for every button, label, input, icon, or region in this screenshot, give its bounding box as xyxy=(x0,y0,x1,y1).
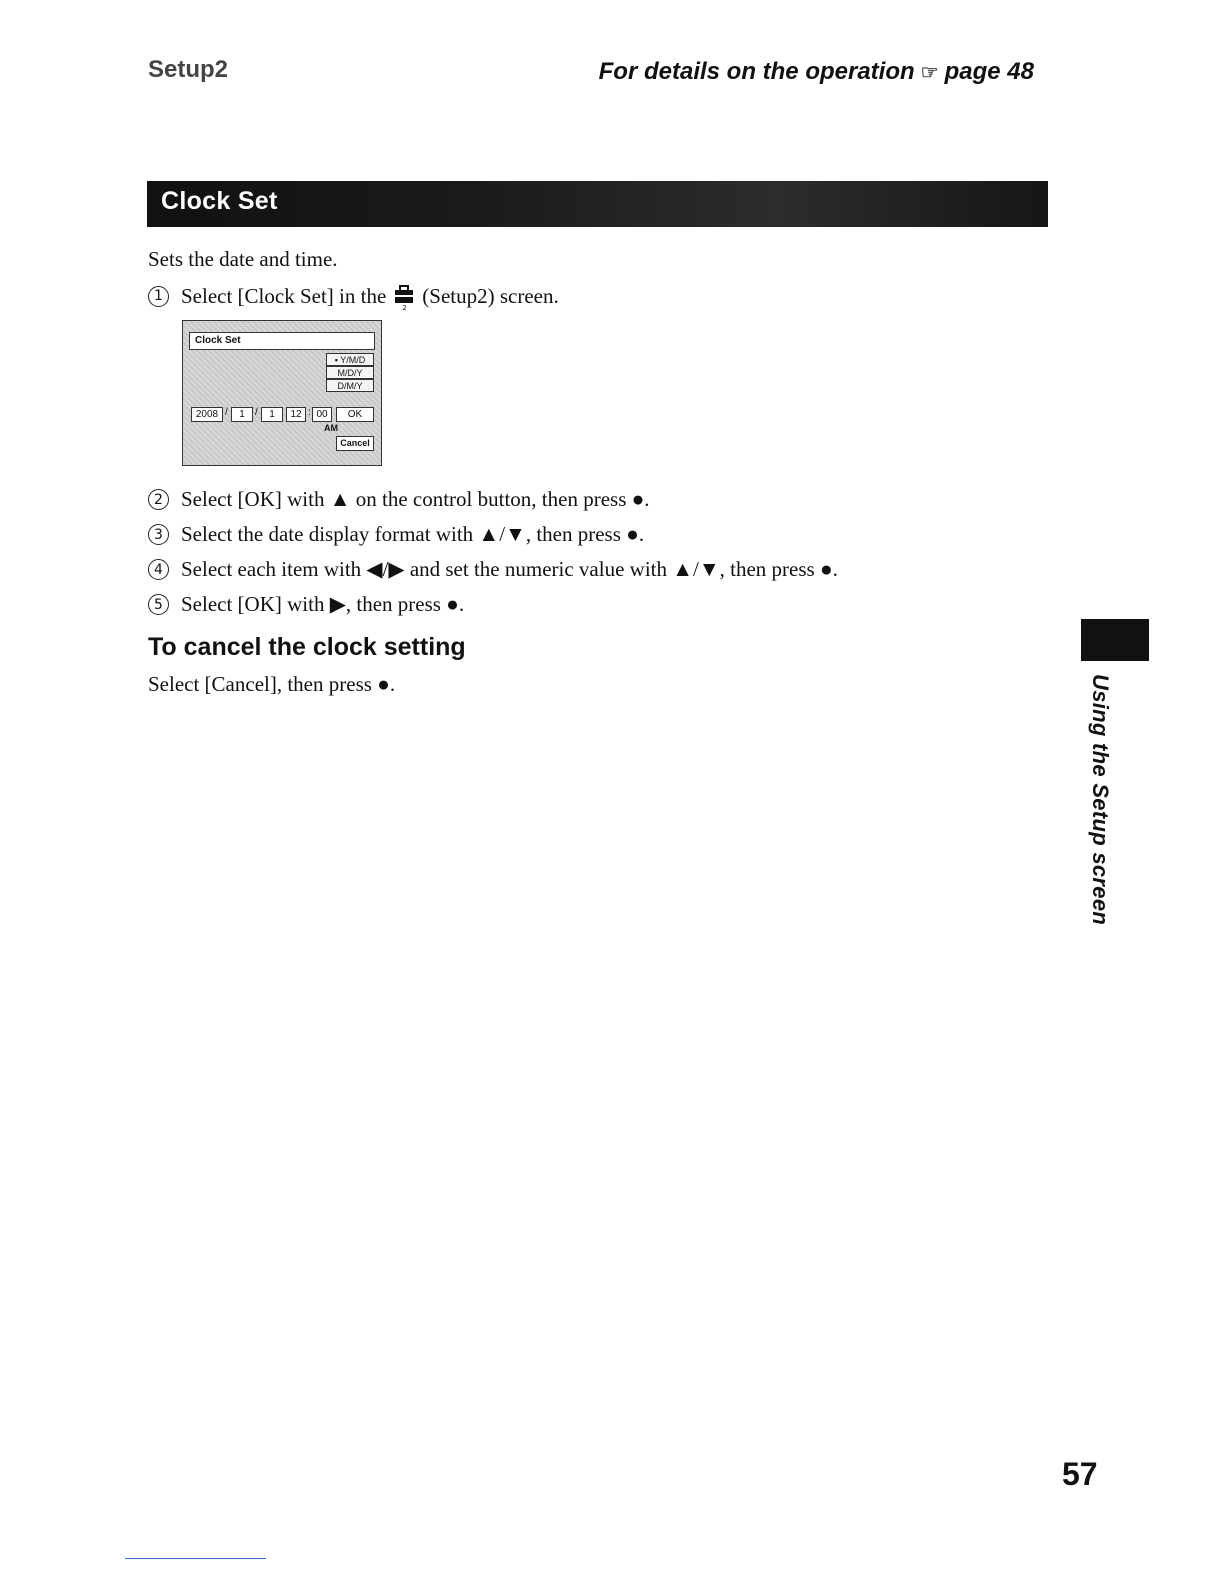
step-text-after: (Setup2) screen. xyxy=(422,283,559,308)
minute-field: 00 xyxy=(312,407,332,422)
format-label: Y/M/D xyxy=(340,355,366,365)
page-number: 57 xyxy=(1062,1456,1098,1492)
intro-text: Sets the date and time. xyxy=(148,247,338,271)
format-option-mdy: M/D/Y xyxy=(326,366,374,379)
format-option-dmy: D/M/Y xyxy=(326,379,374,392)
step-text: Select the date display format with ▲/▼, then press ●. xyxy=(181,522,645,546)
month-field: 1 xyxy=(231,407,253,422)
setup2-icon-subscript: 2 xyxy=(402,304,407,312)
cancel-button: Cancel xyxy=(336,436,374,451)
subheading: To cancel the clock setting xyxy=(148,633,466,661)
step-text-before: Select [Clock Set] in the xyxy=(181,283,387,308)
ampm-indicator: AM xyxy=(324,423,338,433)
reference-text: For details on the operation xyxy=(598,58,915,85)
ok-button: OK xyxy=(336,407,374,422)
date-separator: / xyxy=(225,407,228,418)
step-number: 4 xyxy=(148,559,169,580)
format-option-ymd xyxy=(326,353,374,366)
setup2-icon xyxy=(394,283,414,312)
reference-page: page 48 xyxy=(944,58,1034,85)
step-5 xyxy=(148,592,464,617)
step-number: 3 xyxy=(148,524,169,545)
hour-field: 12 xyxy=(286,407,306,422)
step-text: Select [OK] with ▶, then press ●. xyxy=(181,592,465,616)
footer-rule xyxy=(125,1558,266,1559)
section-title: Clock Set xyxy=(161,187,278,215)
step-1 xyxy=(148,283,559,312)
step-2 xyxy=(148,487,650,512)
date-separator: / xyxy=(255,407,258,418)
step-number: 5 xyxy=(148,594,169,615)
cancel-instruction: Select [Cancel], then press ●. xyxy=(148,672,396,696)
screen-title: Clock Set xyxy=(189,332,375,350)
year-field: 2008 xyxy=(191,407,223,422)
step-4 xyxy=(148,557,838,582)
step-text: Select [OK] with ▲ on the control button, then press ●. xyxy=(181,487,650,511)
time-separator: : xyxy=(308,407,311,418)
clock-set-screen-illustration xyxy=(182,320,382,466)
step-text: Select each item with ◀/▶ and set the numeric value with ▲/▼, then press ●. xyxy=(181,557,838,581)
step-number: 2 xyxy=(148,489,169,510)
pointing-hand-icon: ☞ xyxy=(920,61,939,84)
step-3 xyxy=(148,522,644,547)
chapter-tab-marker xyxy=(1081,619,1149,661)
day-field: 1 xyxy=(261,407,283,422)
step-number: 1 xyxy=(148,286,169,307)
section-title-bar xyxy=(147,181,1048,227)
running-header-reference xyxy=(599,58,1034,86)
selected-marker: ▪ xyxy=(334,355,338,365)
chapter-side-label: Using the Setup screen xyxy=(1088,674,1113,926)
running-header-section: Setup2 xyxy=(148,56,229,83)
